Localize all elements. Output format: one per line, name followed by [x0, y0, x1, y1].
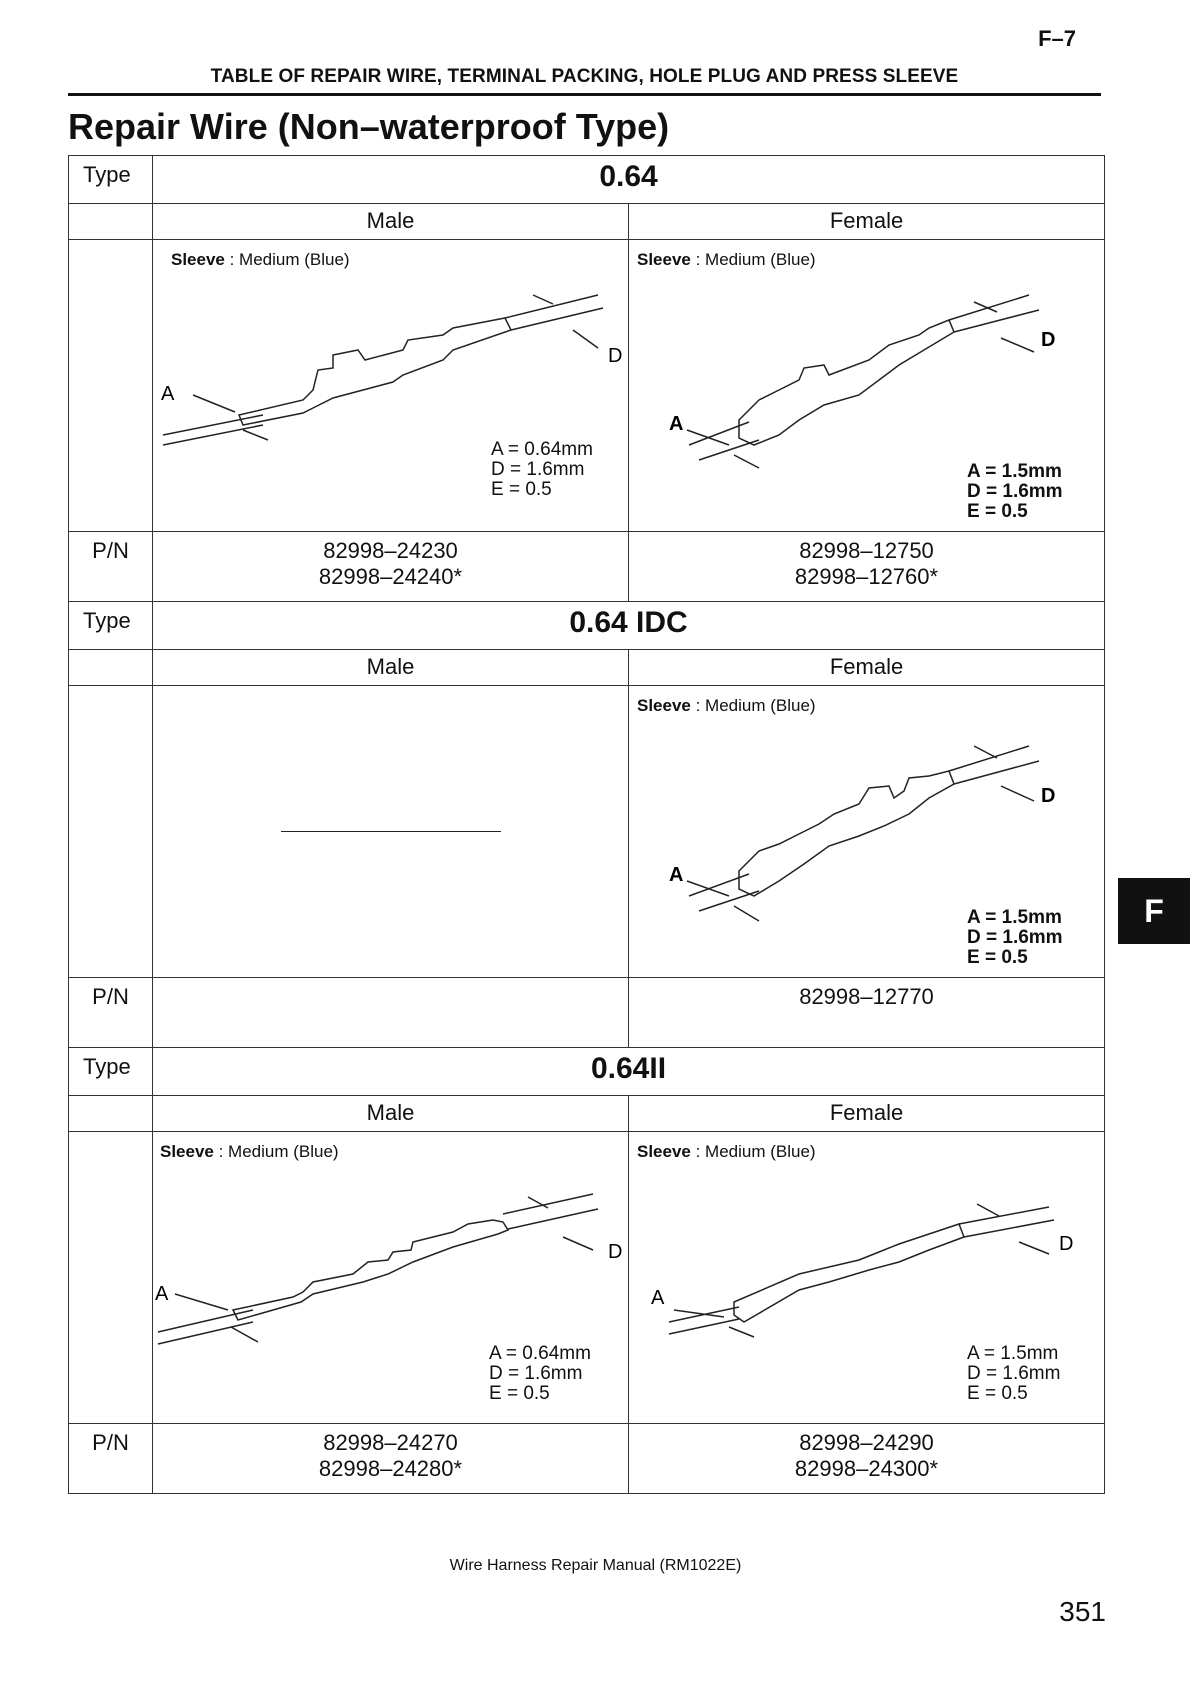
dim-letter-d: D — [608, 345, 623, 367]
female-drawing-cell — [629, 240, 1105, 532]
sleeve-note: Sleeve : Medium (Blue) — [637, 696, 816, 715]
dim-letter-a: A — [651, 1287, 665, 1309]
type-value: 0.64II — [153, 1048, 1105, 1096]
male-header: Male — [153, 650, 629, 686]
page-number: 351 — [1059, 1596, 1106, 1627]
repair-wire-table — [68, 155, 1105, 1494]
female-dims: A = 1.5mm D = 1.6mm E = 0.5 — [967, 907, 1063, 968]
sleeve-note: Sleeve : Medium (Blue) — [637, 250, 816, 269]
male-dims: A = 0.64mm D = 1.6mm E = 0.5 — [491, 439, 593, 500]
male-drawing-cell-empty — [153, 686, 629, 978]
female-dims: A = 1.5mm D = 1.6mm E = 0.5 — [967, 461, 1063, 522]
type-value: 0.64 IDC — [153, 602, 1105, 650]
dim-letter-d: D — [1041, 785, 1056, 807]
male-pn: 82998–24270 82998–24280* — [153, 1424, 629, 1494]
female-drawing-cell — [629, 686, 1105, 978]
type-value: 0.64 — [153, 156, 1105, 204]
pn-label: P/N — [69, 1424, 153, 1494]
female-header: Female — [629, 650, 1105, 686]
male-header: Male — [153, 1096, 629, 1132]
type-label: Type — [69, 602, 153, 650]
section-tab-f[interactable]: F — [1118, 878, 1190, 944]
female-dims: A = 1.5mm D = 1.6mm E = 0.5 — [967, 1343, 1061, 1404]
dim-letter-d: D — [608, 1241, 623, 1263]
female-drawing-cell — [629, 1132, 1105, 1424]
female-pn: 82998–24290 82998–24300* — [629, 1424, 1105, 1494]
sleeve-note: Sleeve : Medium (Blue) — [160, 1142, 339, 1161]
female-pn: 82998–12770 — [629, 978, 1105, 1048]
male-pn: 82998–24230 82998–24240* — [153, 532, 629, 602]
male-dims: A = 0.64mm D = 1.6mm E = 0.5 — [489, 1343, 591, 1404]
header-rule — [68, 93, 1101, 96]
female-header: Female — [629, 204, 1105, 240]
pn-label: P/N — [69, 978, 153, 1048]
dim-letter-a: A — [669, 864, 684, 886]
sleeve-note: Sleeve : Medium (Blue) — [171, 250, 350, 269]
section-header: TABLE OF REPAIR WIRE, TERMINAL PACKING, HOLE PLUG AND PRESS SLEEVE — [210, 66, 959, 87]
dim-letter-d: D — [1059, 1233, 1074, 1255]
female-header: Female — [629, 1096, 1105, 1132]
male-drawing-cell — [153, 1132, 629, 1424]
not-applicable-line — [281, 831, 501, 832]
type-label: Type — [69, 156, 153, 204]
male-pn — [153, 978, 629, 1048]
dim-letter-a: A — [155, 1283, 169, 1305]
page-title: Repair Wire (Non–waterproof Type) — [68, 106, 670, 147]
sleeve-note: Sleeve : Medium (Blue) — [637, 1142, 816, 1161]
type-label: Type — [69, 1048, 153, 1096]
dim-letter-a: A — [669, 413, 684, 435]
pn-label: P/N — [69, 532, 153, 602]
female-pn: 82998–12750 82998–12760* — [629, 532, 1105, 602]
dim-letter-d: D — [1041, 329, 1056, 351]
male-header: Male — [153, 204, 629, 240]
page-code: F–7 — [1038, 26, 1076, 51]
male-drawing-cell — [153, 240, 629, 532]
footer-manual-title: Wire Harness Repair Manual (RM1022E) — [449, 1557, 742, 1574]
dim-letter-a: A — [161, 383, 175, 405]
